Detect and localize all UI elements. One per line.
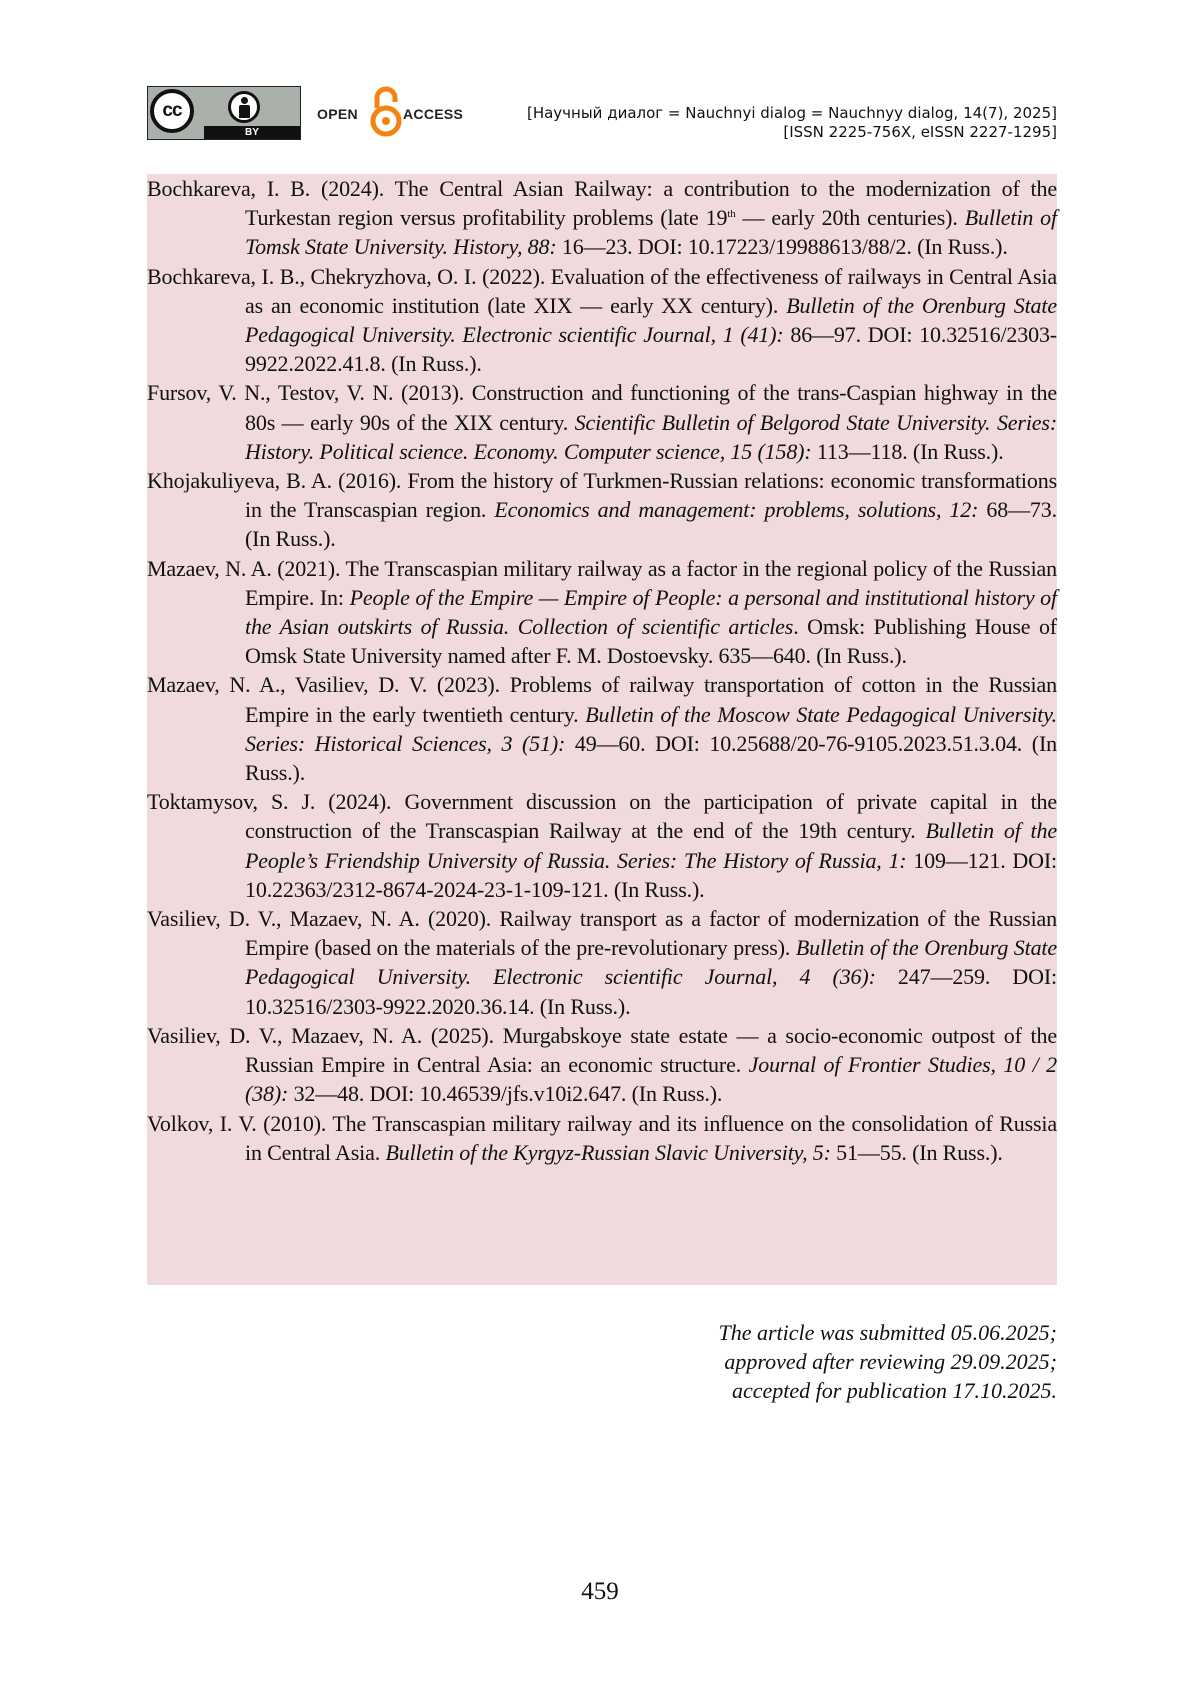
reference-item: Fursov, V. N., Testov, V. N. (2013). Construction and functioning of the trans-Caspian highway in the 80s — early 90s of the XIX century. Scientific Bulletin of Belgorod State University. Series: History. Political science. Economy. Computer science, 15 (158): 113—118. (In Russ.).	[147, 380, 1058, 464]
reference-item: Mazaev, N. A. (2021). The Transcaspian military railway as a factor in the regional policy of the Russian Empire. In: People of the Empire — Empire of People: a personal and institutional history of the Asian outskirts of Russia. Collection of scientific articles. Omsk: Publishing House of Omsk State University named after F. M. Dostoevsky. 635—640. (In Russ.).	[147, 555, 1057, 669]
approved-date: approved after reviewing 29.09.2025;	[724, 1349, 1057, 1374]
open-access-logo[interactable]	[317, 86, 467, 140]
cc-by-license-badge[interactable]	[147, 86, 301, 140]
reference-list	[147, 174, 1057, 1285]
accepted-date: accepted for publication 17.10.2025.	[731, 1378, 1057, 1403]
reference-item: Vasiliev, D. V., Mazaev, N. A. (2020). Railway transport as a factor of modernization of the Russian Empire (based on the materials of the pre-revolutionary press). Bulletin of the Orenburg State Pedagogical University. Electronic scientific Journal, 4 (36): 247—259. DOI: 10.32516/2303-9922.2020.36.14. (In Russ.).	[147, 906, 1057, 1019]
reference-item: Khojakuliyeva, B. A. (2016). From the history of Turkmen-Russian relations: economic transformations in the Transcaspian region. Economics and management: problems, solutions, 12: 68—73. (In Russ.).	[147, 468, 1057, 552]
open-access-access-label: ACCESS	[403, 106, 464, 122]
reference-item: Bochkareva, I. B. (2024). The Central Asian Railway: a contribution to the modernization of the Turkestan region versus profitability problems (late 19th — early 20th centuries). Bulletin of Tomsk State University. History, 88: 16—23. DOI: 10.17223/19988613/88/2. (In Russ.).	[147, 176, 1057, 260]
reference-item: Vasiliev, D. V., Mazaev, N. A. (2025). Murgabskoye state estate — a socio-economic outpost of the Russian Empire in Central Asia: an economic structure. Journal of Frontier Studies, 10 / 2 (38): 32—48. DOI: 10.46539/jfs.v10i2.647. (In Russ.).	[147, 1022, 1057, 1107]
open-access-open-label: OPEN	[317, 106, 358, 122]
page-number: 459	[581, 1578, 619, 1605]
reference-item: Mazaev, N. A., Vasiliev, D. V. (2023). Problems of railway transportation of cotton in the Russian Empire in the early twentieth century. Bulletin of the Moscow State Pedagogical University. Series: Historical Sciences, 3 (51): 49—60. DOI: 10.25688/20-76-9105.2023.51.3.04. (In Russ.).	[147, 672, 1057, 786]
reference-item: Bochkareva, I. B., Chekryzhova, O. I. (2022). Evaluation of the effectiveness of railways in Central Asia as an economic institution (late XIX — early XX century). Bulletin of the Orenburg State Pedagogical University. Electronic scientific Journal, 1 (41): 86—97. DOI: 10.32516/2303-9922.2022.41.8. (In Russ.).	[147, 263, 1057, 377]
attribution-icon	[228, 91, 260, 123]
reference-item: Toktamysov, S. J. (2024). Government discussion on the participation of private capital in the construction of the Transcaspian Railway at the end of the 19th century. Bulletin of the People’s Friendship University of Russia. Series: The History of Russia, 1: 109—121. DOI: 10.22363/2312-8674-2024-23-1-109-121. (In Russ.).	[147, 789, 1057, 902]
creative-commons-icon: cc	[150, 89, 194, 133]
journal-issn-line: [ISSN 2225-756X, eISSN 2227-1295]	[783, 123, 1057, 141]
open-access-lock-icon	[366, 86, 406, 138]
license-by-label: BY	[204, 126, 300, 139]
submitted-date: The article was submitted 05.06.2025;	[718, 1320, 1057, 1345]
page-header	[147, 86, 1057, 142]
journal-title-line: [Научный диалог = Nauchnyi dialog = Nauchnyy dialog, 14(7), 2025]	[526, 104, 1057, 122]
journal-citation	[527, 104, 1057, 142]
submission-dates	[718, 1318, 1057, 1405]
reference-item: Volkov, I. V. (2010). The Transcaspian military railway and its influence on the consolidation of Russia in Central Asia. Bulletin of the Kyrgyz-Russian Slavic University, 5: 51—55. (In Russ.).	[147, 1110, 1057, 1165]
